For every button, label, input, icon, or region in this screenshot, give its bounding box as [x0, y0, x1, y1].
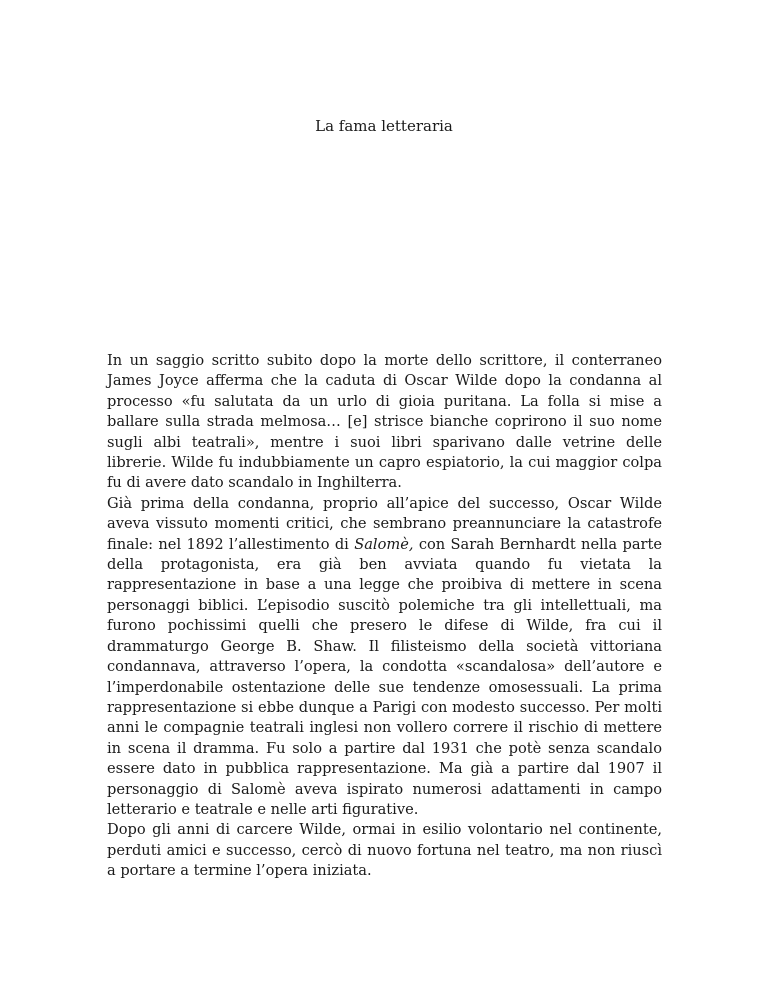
paragraph-2-before: Già prima della condanna, proprio all’apice del successo, Oscar Wilde aveva vissuto momenti critici, che sembrano preannunciare la catastrofe finale: nel 1892 l’allestimento di — [107, 494, 662, 553]
paragraph-3: Dopo gli anni di carcere Wilde, ormai in esilio volontario nel continente, perduti amici e successo, cercò di nuovo fortuna nel teatro, ma non riuscì a portare a termine l’opera iniziata. — [107, 821, 662, 880]
paragraph-1: In un saggio scritto subito dopo la morte dello scrittore, il conterraneo James Joyce afferma che la caduta di Oscar Wilde dopo la condanna al processo «fu salutata da un urlo di gioia puritana. La folla si mise a ballare sulla strada melmosa… [e] strisce bianche coprirono il suo nome sugli albi teatrali», mentre i suoi libri sparivano dalle vetrine delle librerie. Wilde fu indubbiamente un capro espiatorio, la cui maggior colpa fu di avere dato scandalo in Inghilterra. — [107, 352, 662, 492]
paragraph-2-after: con Sarah Bernhardt nella parte della protagonista, era già ben avviata quando fu vietata la rappresentazione in base a una legge che proibiva di mettere in scena personaggi biblici. L’episodio suscitò polemiche tra gli intellettuali, ma furono pochissimi quelli che presero le difese di Wilde, fra cui il drammaturgo George B. Shaw. Il filisteismo della società vittoriana condannava, attraverso l’opera, la condotta «scandalosa» dell’autore e l’imperdonabile ostentazione delle sue tendenze omosessuali. La prima rappresentazione si ebbe dunque a Parigi con modesto successo. Per molti anni le compagnie teatrali inglesi non vollero correre il rischio di mettere in scena il dramma. Fu solo a partire dal 1931 che potè senza scandalo essere dato in pubblica rappresentazione. Ma già a partire dal 1907 il personaggio di Salomè aveva ispirato numerosi adattamenti in campo letterario e teatrale e nelle arti figurative. — [107, 535, 662, 818]
chapter-title: La fama letteraria — [315, 117, 453, 135]
body-text — [107, 351, 662, 882]
work-title-salome: Salomè, — [354, 535, 414, 553]
paragraph-2 — [107, 494, 662, 821]
